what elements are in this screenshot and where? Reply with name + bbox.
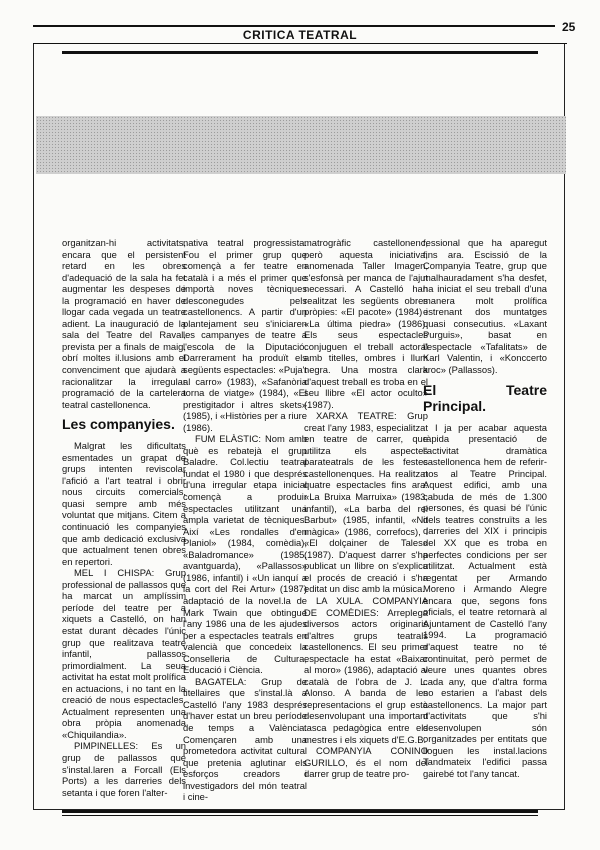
paragraph: MEL I CHISPA: Grup professional de pallassos que ha marcat un amplíssim període del teatre per a xiquets a Castelló, on han estat durant dècades l'únic grup que realitzava teatre infantil, pallassos primordialment. La seua activitat ha estat molt prolífica en actuacions, i no tant en la creació de nous espectacles. Actualment representen una obra pròpia anomenada «Chiquilandia». xyxy=(62,567,186,740)
paragraph: FUM ELÀSTIC: Nom amb què es rebatejà el grup Baladre. Col.lectiu teatral fundat el 1980 i que després d'una irregular etapa inicial començà a produir espectacles utilitzant una ampla varietat de tècniques. Així «Les rondalles d'en Planiol» (1984, comèdia), «Baladromance» (1985, avantguarda), «Pallassos» (1986, infantil) i «Un ianquí a la cort del Rei Artur» (1987) adaptació de la novel.la de Mark Twain que obtingué l'any 1986 una de les ajudes per a espectacles teatrals en valencià que concedeix la Conselleria de Cultura, Educació i Ciència. xyxy=(183,433,307,676)
paragraph: fessional que ha aparegut fins ara. Escissió de la Companyia Teatre, grup que malhauradament s'ha desfet, ha iniciat el seu treball d'una manera molt prolífica estrenant dos muntatges quasi consecutius. «Laxant Purguis», basat en l'espectacle «Tafalitats» de Karl Valentin, i «Konccerto kroc» (Pallassos). xyxy=(423,237,547,376)
paragraph: I ja per acabar aquesta ràpida presentació de l'activitat dramàtica castellonenca hem de referir-nos al Teatre Principal. Aquest edifici, amb una cabuda de més de 1.300 persones, és quasi bé l'únic dels teatres construïts a les darreries del XIX i principis del XX que es troba en perfectes condicions per ser utilitzat. Actualment està regentat per Armando Moreno i Armando Alegre encara que, segons fons oficials, el teatre retornarà al Ajuntament de Castelló l'any 1994. La programació d'aquest teatre no té continuitat, però permet de veure unes quantes obres cada any, que d'altra forma no estarien a l'abast dels castellonencs. La major part d'activitats que s'hi desenvolupen són organitzades per entitats que lloguen les instal.lacions Tandmateix l'edifici passa gairebé tot l'any tancat. xyxy=(423,421,547,779)
paragraph: LA XULA. COMPANYIA DE COMÈDIES: Arreplega diversos actors originaris d'altres grups teatrals castellonencs. El seu primer espectacle ha estat «Baixar al moro» (1986), adaptació al català de l'obra de J. L. Alonso. A banda de les representacions el grup està desenvolupant una important tasca pedagògica entre els mestres i els xiquets d'E.G.B. xyxy=(304,594,428,745)
paragraph: organitzan-hi activitats, encara que el persistent retard en les obres d'adequació de la sala ha fet augmentar les despeses de la programació en haver de llogar cada vegada un teatre adient. La inauguració de la sala del Teatre del Raval, prevista per a finals de maig, obrí moltes il.lusions amb el convenciment que ajudarà a racionalitzar la irregular programació de la cartelera teatral castellonenca. xyxy=(62,237,186,410)
column-1 xyxy=(62,237,186,798)
column-3 xyxy=(304,237,428,780)
bottom-thin-rule xyxy=(62,815,538,816)
section-heading: Les companyies. xyxy=(62,416,175,433)
header-bottom-rule xyxy=(33,43,567,44)
column-2 xyxy=(183,237,307,803)
paragraph: XARXA TEATRE: Grup creat l'any 1983, especialitzat en teatre de carrer, que utilitza els aspectes parateatrals de les festes castellonenques. Ha realitzat quatre espectacles fins ara: «La Bruixa Marruixa» (1983, infantil), «La barba del rei Barbut» (1985, infantil, «Nit màgica» (1986, correfocs), i «El dolçainer de Tales» (1987). D'aquest darrer s'ha publicat un llibre on s'explica el procés de creació i s'ha editat un disc amb la música. xyxy=(304,410,428,595)
section-heading: El Teatre Principal. xyxy=(423,381,547,414)
paragraph: PIMPINELLES: Es un grup de pallassos que s'instal.laren a Forcall (Els Ports) a les darreries dels setanta i que foren l'alter- xyxy=(62,740,186,798)
paragraph: Malgrat les dificultats esmentades un grapat de grups intenten reviscolar l'afició a l'art teatral i obrir nous circuits comercials, quasi sempre amb més voluntat que mitjans. Citem a continuació les companyies que amb dedicació exclusiva que actualment tenen obres en repertori. xyxy=(62,440,186,567)
section-title: CRITICA TEATRAL xyxy=(242,28,358,42)
header-rule xyxy=(33,25,555,27)
bottom-thick-rule xyxy=(62,810,538,813)
image-placeholder xyxy=(36,116,566,174)
column-4 xyxy=(423,237,547,780)
paragraph: COMPANYIA CONINO GURILLO, és el nom del darrer grup de teatre pro- xyxy=(304,745,428,780)
page-number: 25 xyxy=(562,20,576,34)
paragraph: matrogràfic castellonenc, però aquesta iniciativa, anomenada Taller Imagen, s'esfonsà per manca de l'ajut necessari. A Castelló han realitzat les següents obres pròpies: «El pacote» (1984) i «La última piedra» (1986). Els seus espectacles conjuguen el treball actoral amb titelles, ombres i llum negra. Una mostra clara d'aquest treball es troba en el seu llibre «El actor oculto» (1987). xyxy=(304,237,428,410)
paragraph: nativa teatral progressista. Fou el primer grup que començà a fer teatre en català i a més el primer que importà noves tècniques desconegudes pels castellonencs. A partir d'un plantejament seu s'iniciaren les campanyes de teatre a l'escola de la Diputació. Darrerament ha produït els següents espectacles: «Puja't al carro» (1983), «Safanòria torna de viatge» (1984), «El prestigitador i altres skets» (1985), i «Històries per a riure (1986). xyxy=(183,237,308,433)
top-thick-rule xyxy=(62,51,538,54)
paragraph: BAGATELA: Grup de titellaires que s'instal.là a Castelló l'any 1983 després d'haver estat un breu període de temps a València. Començaren amb una prometedora activitat cultural que pretenia aglutinar els esforços creadors i investigadors del món teatral i cine- xyxy=(183,675,307,803)
